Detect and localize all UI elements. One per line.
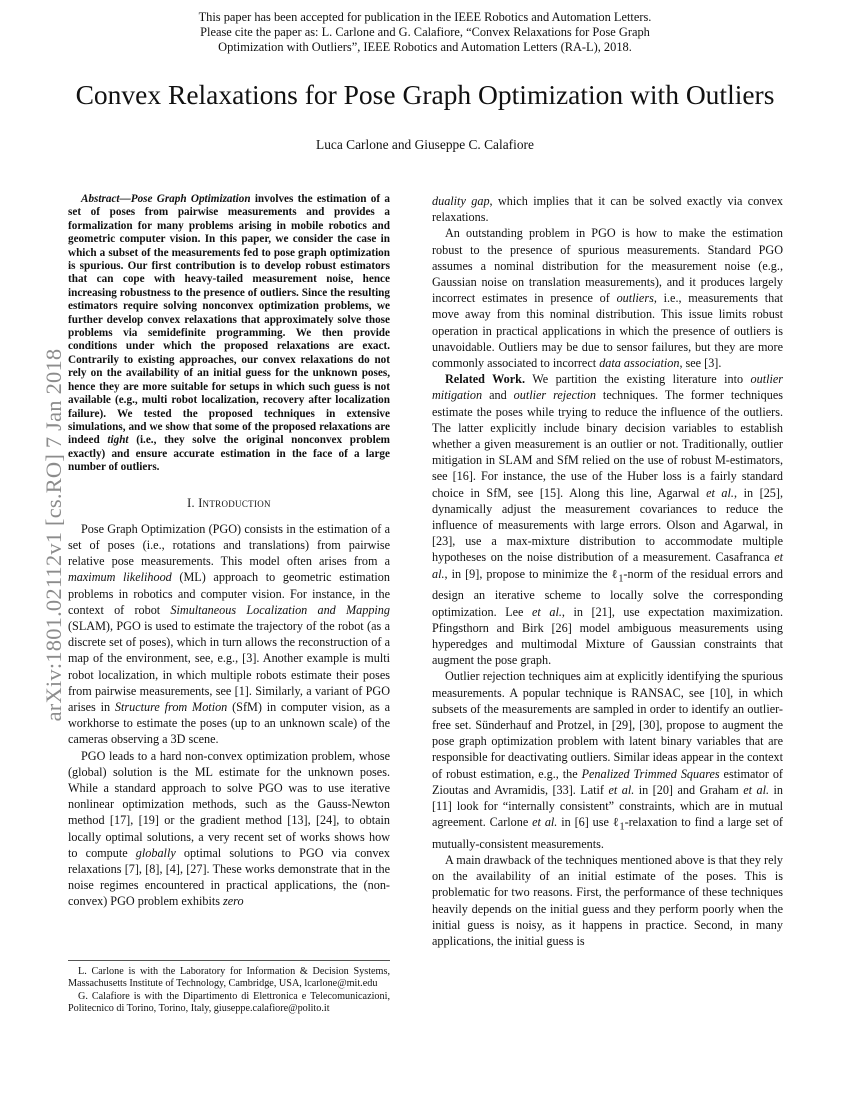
text-run: techniques. The former techniques estimate the poses while trying to reduce the influence of the outliers. The latter explicitly include binary decision variables to establish whether a given measurement is an outlier or not. Traditionally, outlier mitigation in SLAM and SfM relied on the use of robust M-estimators, see [16]. For instance, the use of the Huber loss is a fairly standard choice in SfM, see [15]. Along this line, Agarwal [432,388,783,500]
text-run: Pose Graph Optimization (PGO) consists in the estimation of a set of poses (i.e., rotations and translations) from pairwise relative pose measurements. This model often arises from a [68,521,390,569]
text-run: An outstanding problem in PGO is how to make the estimation robust to the presence of spurious measurements. Standard PGO assumes a nominal distribution for the measurement noise (e.g., Gaussian noise on translation measurements), and it produces largely incorrect estimates in presence of [432,226,783,306]
section-title: Introduction [198,495,271,510]
text-run: , in [25], dynamically adjust the measurement covariances to reduce the influence of measurements with large errors. Olson and Agarwal, in [23], use a max-mixture distribution to accommodate multiple hypotheses on the noise distribution of a measurement. Casafranca [432,485,783,565]
text-run: , i.e., measurements that move away from this nominal distribution. This issue limits robust operation in practical applications in which the presence of outliers is unavoidable. Outliers may be due to sensor failures, but they are more commonly associated to incorrect [432,291,783,371]
left-column [68,193,390,910]
text-run: in [20] and Graham [634,782,744,797]
subscript: 1 [619,821,625,833]
text-run: We partition the existing literature into [525,372,751,387]
section-numeral: I. [187,495,199,510]
emphasis: Simultaneous Localization and Mapping [170,602,390,617]
text-run: (SLAM), PGO is used to estimate the trajectory of the robot (as a discrete set of poses), which in turn allows the reconstruction of a map of the environment, see, e.g., [3]. Another example is multi robot localization, in which multiple robots estimate their poses from pairwise measurements, see [1]. Similarly, a variant of PGO arises in [68,618,390,714]
text-run: , see [3]. [679,356,722,371]
notice-line-3: Optimization with Outliers”, IEEE Robotics and Automation Letters (RA-L), 2018. [218,40,632,54]
paragraph-heading: Related Work. [445,372,525,387]
text-run: , in [21], use expectation maximization. Pfingsthorn and Birk [26] model ambiguous measurements using hyperedges and multimodal Mixture of Gaussian constraints that augment the pose graph. [432,604,783,668]
abstract-label: Abstract [81,193,120,205]
text-run: , which implies that it can be solved exactly via convex relaxations. [432,194,783,225]
text-run: -norm of the residual errors and design an iterative scheme to locally solve the corresponding optimization. Lee [432,566,783,619]
abstract-dash: — [119,193,131,205]
paragraph-drawback [432,852,783,949]
text-run: (SfM) in computer vision, as a workhorse to estimate the poses (up to an unknown scale) of the cameras observing a 3D scene. [68,699,390,747]
emphasis: globally [135,845,176,860]
arxiv-stamp-text: arXiv:1801.02112v1 [cs.RO] 7 Jan 2018 [41,348,66,722]
paragraph-related-work [432,371,783,668]
notice-line-2: Please cite the paper as: L. Carlone and G. Calafiore, “Convex Relaxations for Pose Graph [200,25,650,39]
text-run: Outlier rejection techniques aim at explicitly identifying the spurious measurements. A popular technique is RANSAC, see [10], in which subsets of the measurements are sampled in order to identify an outlier-free set. Sünderhauf and Protzel, in [29], [30], propose to augment the pose graph optimization problem with latent binary variables that are responsible for deactivating outliers. Similar ideas appear in the context of robust estimation, e.g., the [432,669,783,781]
emphasis: et al. [706,485,734,500]
emphasis: zero [223,894,244,909]
text-run: estimator of Zioutas and Avramidis, [33]. Latif [432,766,783,797]
paragraph-outlier-rejection [432,668,783,852]
text-run: in [6] use ℓ [557,815,620,830]
section-heading-introduction [68,495,390,511]
emphasis: et al. [743,782,770,797]
text-run: A main drawback of the techniques mentioned above is that they rely on the availability of an initial estimate of the poses. This is problematic for two reasons. First, the performance of these techniques heavily depends on the initial guess and they perform poorly when the initial guess is noisy, as it happens in practice. Second, in many applications, the initial guess is [432,853,783,949]
paper-title: Convex Relaxations for Pose Graph Optimization with Outliers [75,79,775,110]
footnote-1: L. Carlone is with the Laboratory for Information & Decision Systems, Massachusetts Institute of Technology, Cambridge, USA, lcarlone@mit.edu [68,966,390,990]
emphasis: Penalized Trimmed Squares [581,766,720,781]
intro-paragraph-2 [68,748,390,910]
text-run: optimal solutions to PGO via convex relaxations [7], [8], [4], [27]. These works demonstrate that in the noise regimes encountered in practical applications, the (non-convex) PGO problem exhibits [68,845,390,909]
emphasis: et al. [608,782,635,797]
abstract-text-a: involves the estimation of a set of poses from pairwise measurements and provides a formalization for many problems arising in mobile robotics and geometric computer vision. In this paper, we consider the case in which a subset of the measurements fed to pose graph optimization is spurious. Our first contribution is to develop robust estimators that can cope with heavy-tailed measurement noise, hence increasing robustness to the presence of outliers. Since the resulting estimators require solving nonconvex optimization problems, we further develop convex relaxations that approximately solve those problems via semidefinite programming. We then provide conditions under which the proposed relaxations are exact. Contrarily to existing approaches, our convex relaxations do not rely on the availability of an initial guess for the unknown poses, hence they are more suitable for setups in which such guess is not available (e.g., multi robot localization, recovery after localization failure). We tested the proposed techniques in extensive simulations, and we show that some of the proposed relaxations are indeed [68,193,390,447]
text-run: PGO leads to a hard non-convex optimization problem, whose (global) solution is the ML estimate for the unknown poses. While a standard approach to solve PGO was to use iterative nonlinear optimization methods, such as the Gauss-Newton method [17], [19] or the gradient method [13], [24], to obtain locally optimal solutions, a very recent set of works shows how to compute [68,748,390,860]
abstract-tight: tight [107,434,129,447]
intro-paragraph-1 [68,521,390,748]
paragraph-outliers [432,225,783,371]
notice-line-1: This paper has been accepted for publication in the IEEE Robotics and Automation Letters. [198,10,652,24]
emphasis: maximum likelihood [68,570,172,585]
emphasis: Structure from Motion [114,699,228,714]
text-run: -relaxation to find a large set of mutually-consistent measurements. [432,815,783,851]
paragraph-continuation [432,193,783,225]
right-column [432,193,783,949]
abstract-text-b: (i.e., they solve the original nonconvex problem exactly) and ensure accurate estimation in the face of a large number of outliers. [68,434,390,474]
text-run: , in [9], propose to minimize the ℓ [444,566,619,581]
emphasis: et al. [532,815,558,830]
abstract-term: Pose Graph Optimization [130,193,251,205]
emphasis: duality gap [432,194,490,208]
emphasis: et al. [432,550,783,581]
footnote-2: G. Calafiore is with the Dipartimento di Elettronica e Telecomunicazioni, Politecnico di Torino, Torino, Italy, giuseppe.calafiore@polito.it [68,990,390,1015]
text-run: (ML) approach to geometric estimation problems in robotics and computer vision. For instance, in the context of robot [68,570,390,617]
footnotes [68,960,390,1016]
text-run: and [482,388,514,403]
publication-notice [0,10,850,55]
emphasis: et al. [532,604,562,619]
emphasis: outliers [616,291,654,306]
text-run: in [11] look for “internally consistent” constraints, which are in mutual agreement. Carlone [432,782,783,830]
paper-authors: Luca Carlone and Giuseppe C. Calafiore [316,137,534,152]
subscript: 1 [618,573,624,585]
emphasis: data association [599,356,680,371]
abstract [68,193,390,475]
emphasis: outlier mitigation [432,372,783,403]
emphasis: outlier rejection [513,388,596,403]
